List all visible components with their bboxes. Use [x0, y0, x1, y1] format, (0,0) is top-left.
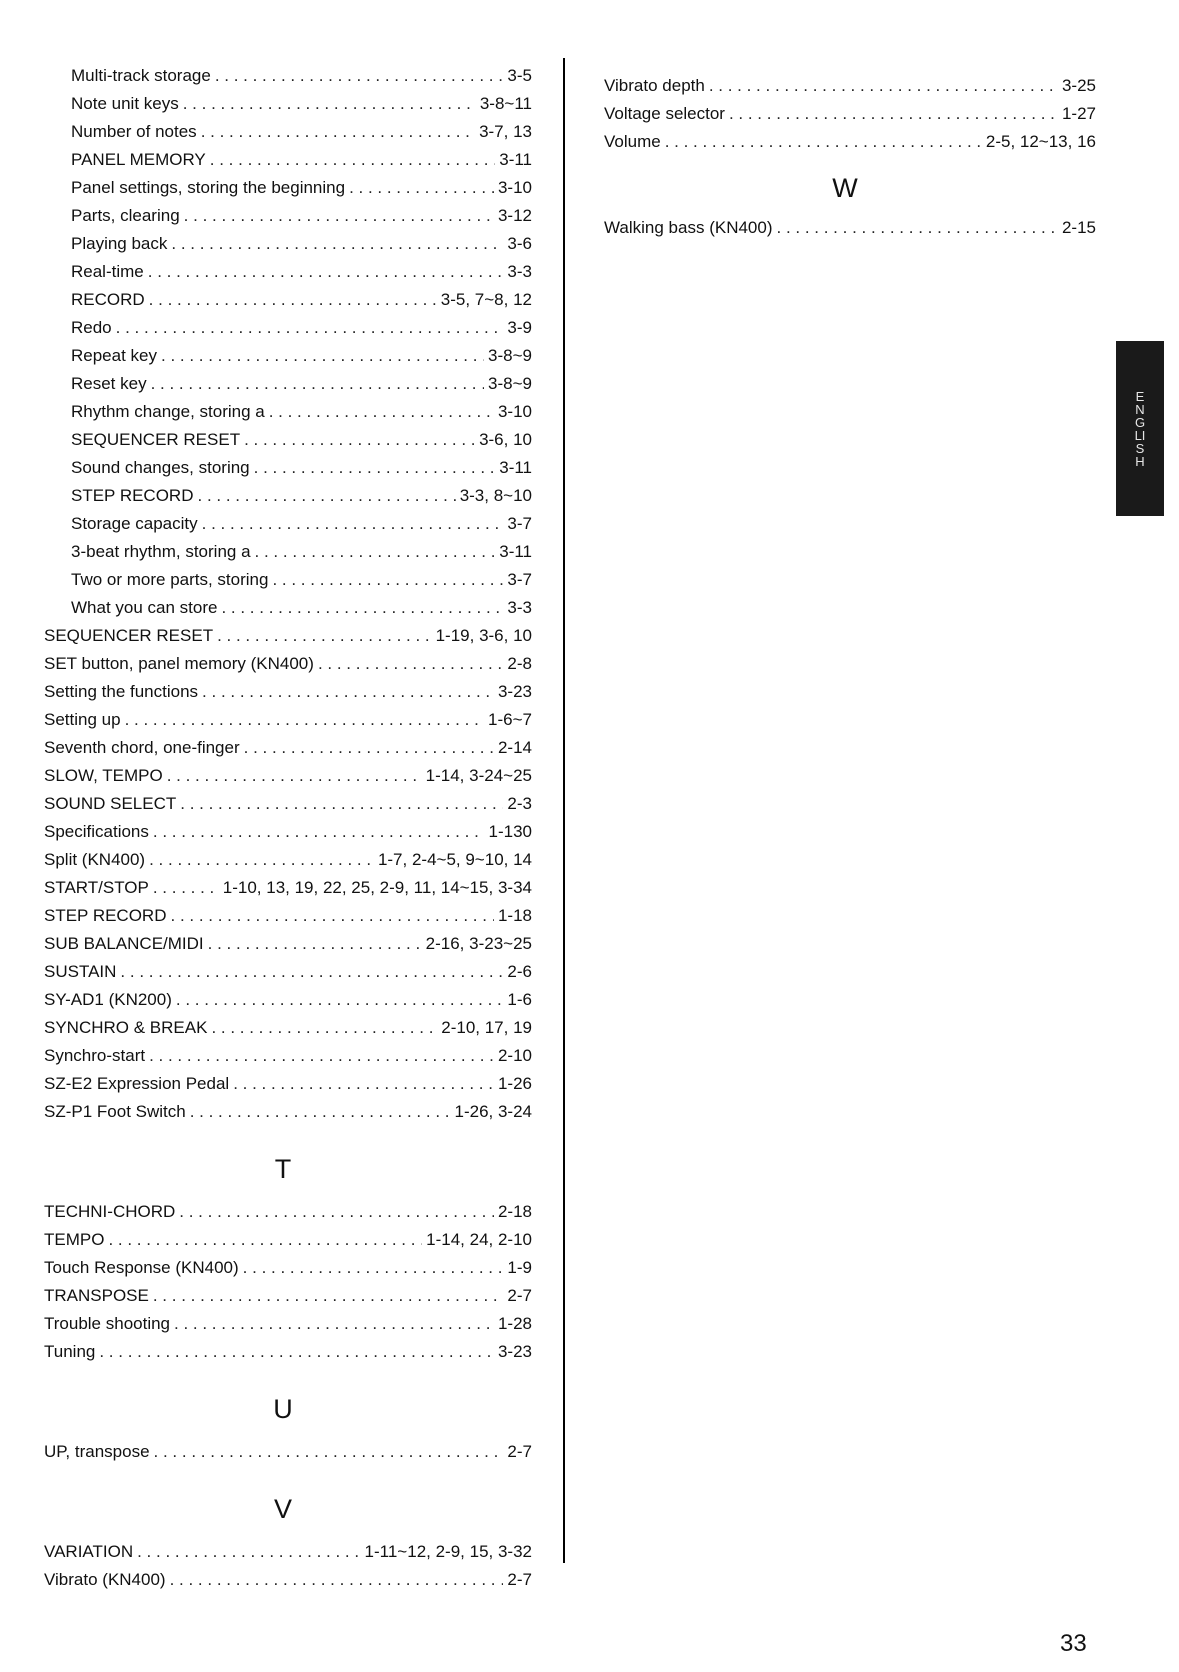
- index-entry: [44, 594, 532, 622]
- index-term: Real-time: [71, 262, 144, 281]
- page-references: 1-27: [1061, 104, 1096, 123]
- page-references: 2-7: [507, 1442, 532, 1461]
- dot-leader: [170, 1566, 504, 1594]
- index-entry: [44, 1566, 532, 1594]
- page-references: 2-3: [507, 794, 532, 813]
- index-term: START/STOP: [44, 878, 149, 897]
- index-entry: [44, 370, 532, 398]
- page-references: 1-18: [497, 906, 532, 925]
- page-references: 3-7: [507, 570, 532, 589]
- index-entry: [604, 100, 1096, 128]
- index-entry: [604, 214, 1096, 242]
- index-entry: [44, 958, 532, 986]
- page-references: 3-5: [507, 66, 532, 85]
- index-term: PANEL MEMORY: [71, 150, 206, 169]
- index-entry: [44, 1098, 532, 1126]
- page-references: 3-25: [1061, 76, 1096, 95]
- index-term: Split (KN400): [44, 850, 146, 869]
- dot-leader: [183, 90, 476, 118]
- dot-leader: [198, 482, 456, 510]
- index-entry: [44, 258, 532, 286]
- dot-leader: [221, 594, 503, 622]
- index-term: Reset key: [71, 374, 147, 393]
- dot-leader: [179, 1198, 494, 1226]
- index-entry: [44, 510, 532, 538]
- page-references: 1-28: [497, 1314, 532, 1333]
- index-term: Vibrato depth: [604, 76, 705, 95]
- dot-leader: [243, 1254, 504, 1282]
- dot-leader: [154, 1438, 504, 1466]
- dot-leader: [211, 1014, 437, 1042]
- index-entry: [44, 90, 532, 118]
- index-term: Redo: [71, 318, 112, 337]
- index-term: Number of notes: [71, 122, 197, 141]
- section-letter-w: W: [832, 173, 858, 203]
- v-entries-list: [44, 1538, 532, 1594]
- page-references: 3-8~9: [488, 374, 532, 393]
- index-term: Synchro-start: [44, 1046, 146, 1065]
- dot-leader: [176, 986, 504, 1014]
- index-entry: [44, 1042, 532, 1070]
- dot-leader: [665, 128, 982, 156]
- dot-leader: [148, 258, 504, 286]
- page-references: 1-6~7: [488, 710, 532, 729]
- index-entry: [44, 566, 532, 594]
- index-entry: [44, 342, 532, 370]
- index-entry: [44, 734, 532, 762]
- index-term: Tuning: [44, 1342, 96, 1361]
- dot-leader: [729, 100, 1058, 128]
- page-references: 3-10: [497, 178, 532, 197]
- dot-leader: [233, 1070, 494, 1098]
- index-term: SUSTAIN: [44, 962, 117, 981]
- language-side-tab: [1116, 341, 1164, 516]
- left-index-column: [44, 62, 532, 1594]
- index-term: SY-AD1 (KN200): [44, 990, 172, 1009]
- dot-leader: [244, 734, 494, 762]
- dot-leader: [171, 902, 494, 930]
- index-term: Walking bass (KN400): [604, 218, 773, 237]
- dot-leader: [149, 286, 437, 314]
- index-entry: [44, 846, 532, 874]
- index-entry: [44, 314, 532, 342]
- index-term: TRANSPOSE: [44, 1286, 149, 1305]
- t-entries-list: [44, 1198, 532, 1366]
- page-references: 3-7: [507, 514, 532, 533]
- dot-leader: [174, 1310, 494, 1338]
- index-term: RECORD: [71, 290, 145, 309]
- index-entry: [44, 398, 532, 426]
- s-entries-list: [44, 62, 532, 1126]
- section-letter-u: U: [273, 1394, 293, 1424]
- dot-leader: [777, 214, 1058, 242]
- index-term: SEQUENCER RESET: [71, 430, 241, 449]
- page-references: 3-11: [499, 150, 532, 169]
- index-term: What you can store: [71, 598, 218, 617]
- dot-leader: [202, 510, 504, 538]
- index-entry: [44, 1014, 532, 1042]
- dot-leader: [108, 1226, 422, 1254]
- page-references: 1-9: [507, 1258, 532, 1277]
- dot-leader: [254, 454, 496, 482]
- index-entry: [44, 1338, 532, 1366]
- index-entry: [44, 118, 532, 146]
- index-entry: [44, 650, 532, 678]
- page-references: 2-6: [507, 962, 532, 981]
- index-entry: [44, 1070, 532, 1098]
- index-term: Note unit keys: [71, 94, 179, 113]
- index-entry: [44, 482, 532, 510]
- dot-leader: [137, 1538, 360, 1566]
- page-references: 2-15: [1061, 218, 1096, 237]
- dot-leader: [120, 958, 503, 986]
- dot-leader: [269, 398, 494, 426]
- index-term: Sound changes, storing: [71, 458, 250, 477]
- dot-leader: [318, 650, 503, 678]
- page-references: 3-23: [497, 1342, 532, 1361]
- index-term: Volume: [604, 132, 661, 151]
- dot-leader: [208, 930, 422, 958]
- index-entry: [44, 930, 532, 958]
- dot-leader: [167, 762, 422, 790]
- index-entry: [44, 286, 532, 314]
- index-term: 3-beat rhythm, storing a: [71, 542, 251, 561]
- w-entries-list: [604, 214, 1096, 242]
- index-entry: [44, 146, 532, 174]
- index-entry: [44, 874, 532, 902]
- page-references: 1-26: [497, 1074, 532, 1093]
- index-term: Panel settings, storing the beginning: [71, 178, 346, 197]
- page-references: 1-10, 13, 19, 22, 25, 2-9, 11, 14~15, 3-34: [222, 878, 532, 897]
- page-references: 1-130: [488, 822, 532, 841]
- dot-leader: [201, 118, 475, 146]
- index-entry: [44, 1282, 532, 1310]
- index-term: Rhythm change, storing a: [71, 402, 265, 421]
- index-term: SLOW, TEMPO: [44, 766, 163, 785]
- page-references: 3-3: [507, 598, 532, 617]
- dot-leader: [215, 62, 504, 90]
- dot-leader: [202, 678, 494, 706]
- index-term: Vibrato (KN400): [44, 1570, 166, 1589]
- index-entry: [44, 818, 532, 846]
- index-term: Setting up: [44, 710, 121, 729]
- dot-leader: [125, 706, 484, 734]
- page-references: 2-14: [497, 738, 532, 757]
- index-term: STEP RECORD: [71, 486, 194, 505]
- u-entries-list: [44, 1438, 532, 1466]
- page-references: 3-10: [497, 402, 532, 421]
- page-references: 3-6, 10: [479, 430, 532, 449]
- dot-leader: [217, 622, 432, 650]
- right-index-column: [604, 72, 1096, 242]
- index-term: UP, transpose: [44, 1442, 150, 1461]
- index-term: SET button, panel memory (KN400): [44, 654, 314, 673]
- index-term: Multi-track storage: [71, 66, 211, 85]
- page-references: 2-7: [507, 1286, 532, 1305]
- page-references: 1-19, 3-6, 10: [435, 626, 532, 645]
- dot-leader: [149, 846, 374, 874]
- index-term: Specifications: [44, 822, 149, 841]
- dot-leader: [709, 72, 1058, 100]
- dot-leader: [180, 790, 503, 818]
- index-term: TECHNI-CHORD: [44, 1202, 176, 1221]
- index-entry: [44, 762, 532, 790]
- page-references: 3-5, 7~8, 12: [440, 290, 532, 309]
- dot-leader: [210, 146, 495, 174]
- section-letter-t: T: [274, 1154, 292, 1184]
- page-references: 2-8: [507, 654, 532, 673]
- index-term: SUB BALANCE/MIDI: [44, 934, 204, 953]
- page-references: 3-12: [497, 206, 532, 225]
- page-references: 2-16, 3-23~25: [425, 934, 532, 953]
- page-references: 3-3, 8~10: [459, 486, 532, 505]
- page-references: 3-9: [507, 318, 532, 337]
- index-term: TEMPO: [44, 1230, 105, 1249]
- index-entry: [44, 1438, 532, 1466]
- index-term: Parts, clearing: [71, 206, 180, 225]
- index-entry: [44, 790, 532, 818]
- dot-leader: [99, 1338, 494, 1366]
- index-term: Playing back: [71, 234, 168, 253]
- page-references: 2-7: [507, 1570, 532, 1589]
- page-references: 3-11: [499, 458, 532, 477]
- page-references: 1-7, 2-4~5, 9~10, 14: [377, 850, 532, 869]
- index-term: STEP RECORD: [44, 906, 167, 925]
- dot-leader: [272, 566, 503, 594]
- dot-leader: [161, 342, 484, 370]
- language-tab-label: ENGLISH: [1134, 388, 1146, 469]
- index-entry: [44, 1538, 532, 1566]
- index-term: Voltage selector: [604, 104, 725, 123]
- page-number: 33: [1060, 1630, 1087, 1657]
- index-term: SEQUENCER RESET: [44, 626, 214, 645]
- dot-leader: [184, 202, 494, 230]
- dot-leader: [149, 1042, 494, 1070]
- index-term: SZ-E2 Expression Pedal: [44, 1074, 230, 1093]
- index-term: Storage capacity: [71, 514, 198, 533]
- index-entry: [44, 1226, 532, 1254]
- index-entry: [604, 72, 1096, 100]
- page-references: 3-23: [497, 682, 532, 701]
- page-references: 1-26, 3-24: [454, 1102, 532, 1121]
- index-entry: [44, 230, 532, 258]
- section-letter-v: V: [273, 1494, 292, 1524]
- page-references: 2-10: [497, 1046, 532, 1065]
- index-term: Trouble shooting: [44, 1314, 171, 1333]
- index-entry: [44, 454, 532, 482]
- v-entries-continued-list: [604, 72, 1096, 156]
- index-entry: [44, 902, 532, 930]
- page-references: 3-7, 13: [479, 122, 532, 141]
- index-term: Setting the functions: [44, 682, 199, 701]
- page-references: 3-6: [507, 234, 532, 253]
- index-entry: [44, 538, 532, 566]
- index-term: SZ-P1 Foot Switch: [44, 1102, 186, 1121]
- page-references: 1-14, 24, 2-10: [426, 1230, 532, 1249]
- dot-leader: [190, 1098, 451, 1126]
- page-references: 2-5, 12~13, 16: [985, 132, 1096, 151]
- dot-leader: [244, 426, 475, 454]
- index-term: Seventh chord, one-finger: [44, 738, 240, 757]
- index-entry: [44, 622, 532, 650]
- index-entry: [44, 678, 532, 706]
- index-entry: [604, 128, 1096, 156]
- index-entry: [44, 1254, 532, 1282]
- page-references: 1-14, 3-24~25: [425, 766, 532, 785]
- dot-leader: [255, 538, 496, 566]
- dot-leader: [153, 1282, 504, 1310]
- page-references: 2-10, 17, 19: [441, 1018, 532, 1037]
- page-references: 1-6: [507, 990, 532, 1009]
- page-references: 1-11~12, 2-9, 15, 3-32: [364, 1542, 532, 1561]
- dot-leader: [153, 818, 485, 846]
- dot-leader: [171, 230, 503, 258]
- index-term: VARIATION: [44, 1542, 134, 1561]
- dot-leader: [349, 174, 494, 202]
- index-entry: [44, 1198, 532, 1226]
- page-references: 3-3: [507, 262, 532, 281]
- page-references: 3-8~11: [479, 94, 532, 113]
- dot-leader: [153, 874, 219, 902]
- dot-leader: [151, 370, 484, 398]
- dot-leader: [116, 314, 504, 342]
- index-entry: [44, 986, 532, 1014]
- page-references: 2-18: [497, 1202, 532, 1221]
- index-term: SOUND SELECT: [44, 794, 177, 813]
- index-term: Repeat key: [71, 346, 157, 365]
- index-term: Touch Response (KN400): [44, 1258, 239, 1277]
- index-entry: [44, 174, 532, 202]
- index-entry: [44, 706, 532, 734]
- index-entry: [44, 202, 532, 230]
- page-references: 3-11: [499, 542, 532, 561]
- page-references: 3-8~9: [488, 346, 532, 365]
- index-term: Two or more parts, storing: [71, 570, 269, 589]
- index-entry: [44, 62, 532, 90]
- column-divider: [563, 58, 565, 1563]
- index-term: SYNCHRO & BREAK: [44, 1018, 208, 1037]
- index-entry: [44, 1310, 532, 1338]
- index-entry: [44, 426, 532, 454]
